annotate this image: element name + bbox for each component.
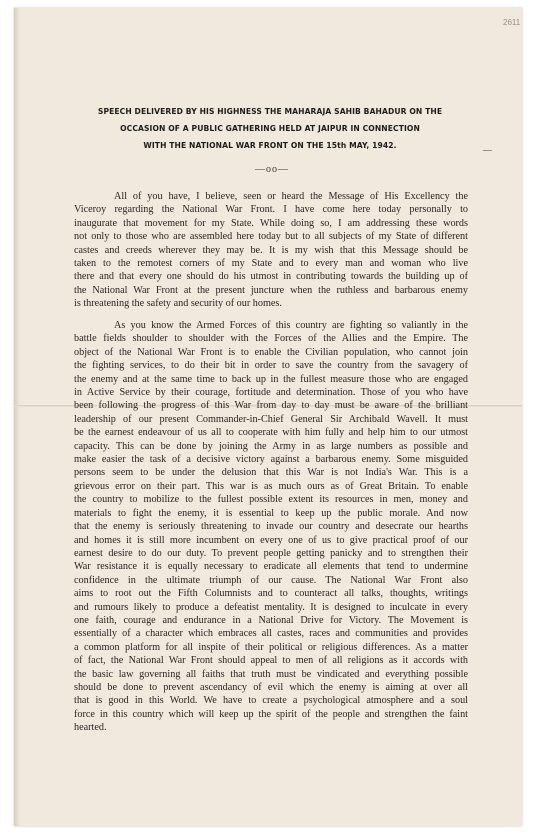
- text-line: force in this country which will keep up the spirit of the people and strengthen the faint: [74, 708, 468, 720]
- text-line: make easier the task of a decisive victory against a barbarous enemy. Some misguided: [74, 454, 468, 466]
- text-line: be the earnest endeavour of us all to cooperate with him fully and help him to our utmost: [74, 427, 468, 439]
- corner-pencil-mark: 2611: [503, 18, 521, 27]
- text-line: in Active Service by their courage, fortitude and determination. Those of you who have: [74, 387, 468, 399]
- text-line: that the enemy is seriously threatening to invade our country and desecrate our hearths: [74, 521, 468, 533]
- speech-heading: [60, 103, 480, 154]
- text-line: hearted.: [74, 722, 107, 734]
- text-line: been following the progress of this War from day to day must be aware of the brilliant: [74, 400, 468, 412]
- text-line: As you know the Armed Forces of this country are fighting so valiantly in the: [114, 320, 468, 331]
- text-line: leadership of our present Commander-in-Chief General Sir Archibald Wavell. It must: [74, 413, 468, 425]
- margin-mark: —: [483, 145, 492, 155]
- heading-line-1: SPEECH DELIVERED BY HIS HIGHNESS THE MAHARAJA SAHIB BAHADUR ON THE: [97, 107, 443, 116]
- text-line: the National War Front at the present juncture when the ruthless and barbarous enemy: [74, 284, 468, 296]
- text-line: there and that every one should do his utmost in contributing towards the building up of: [74, 271, 468, 283]
- text-line: the country to mobilize to the fullest possible extent its resources in men, money and: [74, 494, 468, 506]
- text-line: battle fields shoulder to shoulder with the Forces of the Allies and the Empire. The: [74, 333, 468, 345]
- text-line: Viceroy regarding the National War Front. I have come here today personally to: [74, 204, 468, 216]
- text-line: All of you have, I believe, seen or heard the Message of His Excellency the: [114, 191, 468, 202]
- text-line: materials to fight the enemy, it is essential to keep up the public morale. And now: [74, 507, 468, 519]
- text-line: should be done to prevent ascendancy of evil which the enemy is aiming at over all: [74, 681, 468, 693]
- text-line: taken to the remotest corners of my State and to every man and woman who live: [74, 258, 468, 270]
- text-line: castes and creeds wherever they may be. It is my wish that this Message should be: [74, 244, 468, 256]
- text-line: confidence in the ultimate triumph of our cause. The National War Front also: [74, 574, 468, 586]
- text-line: grievous error on their part. This war is as much ours as of Great Britain. To enable: [74, 480, 468, 492]
- text-line: the enemy and at the same time to back up in the fullest measure those who are engaged: [74, 373, 468, 385]
- text-line: and rumours likely to produce a defeatist mentality. It is designed to inculcate in every: [74, 601, 468, 613]
- heading-line-2: OCCASION OF A PUBLIC GATHERING HELD AT JAIPUR IN CONNECTION: [120, 124, 420, 133]
- text-line: a common platform for all inspite of their political or religious differences. As a matter: [74, 641, 468, 653]
- text-line: aims to root out the Fifth Columnists and to counteract all talks, thoughts, writings: [74, 588, 468, 600]
- text-line: capacity. This can be done by joining the Army in as large numbers as possible and: [74, 440, 468, 452]
- page-edge-shadow: [14, 8, 20, 826]
- text-line: and homes it is still more incumbent on every one of us to give practical proof of our: [74, 534, 468, 546]
- text-line: one faith, courage and endurance in a National Drive for Victory. The Movement is: [74, 614, 468, 626]
- paragraph-1: [74, 190, 468, 311]
- text-line: not only to those who are assembled here today but to all subjects of my State of different: [74, 231, 468, 243]
- text-line: that is good in this World. We have to create a psychological atmosphere and a soul: [74, 695, 468, 707]
- text-line: the fighting services, to do their bit in order to save the country from the savagery of: [74, 360, 468, 372]
- text-line: of fact, the National War Front should appeal to men of all religions as it accords with: [74, 655, 468, 667]
- text-line: is threatening the safety and security of our homes.: [74, 298, 282, 310]
- text-line: earnest desire to do our duty. To prevent people getting panicky and to strengthen their: [74, 547, 468, 559]
- text-line: object of the National War Front is to enable the Civilian population, who cannot join: [74, 346, 468, 358]
- paragraph-2: [74, 319, 468, 735]
- text-line: essentially of a character which embraces all castes, races and communities and provides: [74, 628, 468, 640]
- text-line: War resistance it is equally necessary to eradicate all elements that tend to undermine: [74, 561, 468, 573]
- text-line: persons seem to be under the delusion that this War is not India's War. This is a: [74, 467, 468, 479]
- ornament-divider: —oo—: [255, 164, 289, 175]
- text-line: the basic law governing all faiths that truth must be vindicated and everything possible: [74, 668, 468, 680]
- text-line: inaugurate that movement for my State. While doing so, I am addressing these words: [74, 217, 468, 229]
- heading-line-3: WITH THE NATIONAL WAR FRONT ON THE 15th MAY, 1942.: [143, 141, 397, 150]
